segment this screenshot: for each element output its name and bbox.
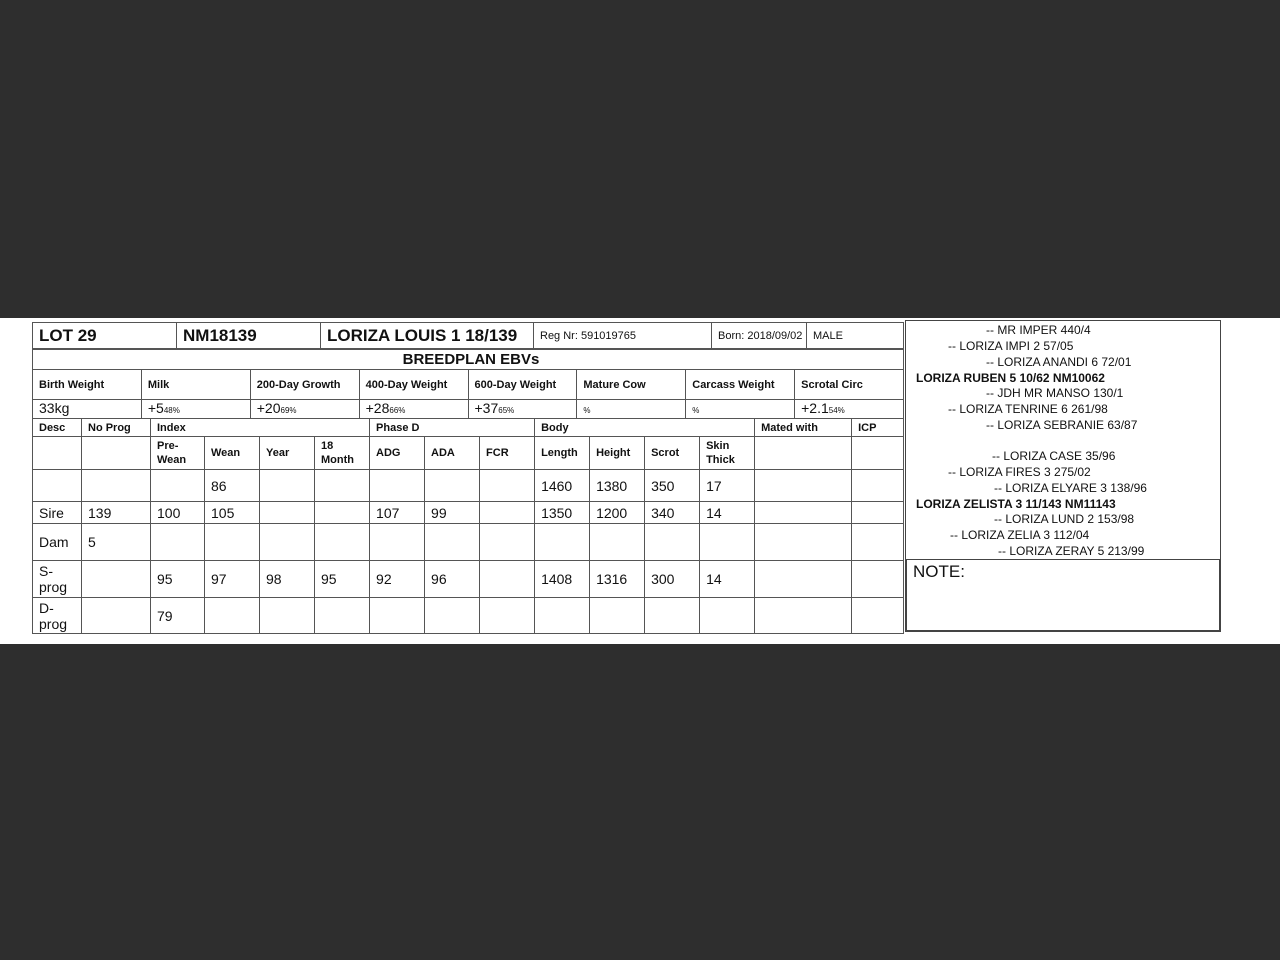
table-cell xyxy=(370,470,425,502)
table-cell: 95 xyxy=(315,561,370,598)
table-cell: 14 xyxy=(700,502,755,524)
table-row xyxy=(33,524,904,561)
pedigree-entry: -- LORIZA LUND 2 153/98 xyxy=(994,512,1135,526)
table-cell xyxy=(260,470,315,502)
ebv-value: +37 xyxy=(474,400,499,416)
table-cell xyxy=(852,561,904,598)
table-row xyxy=(33,470,904,502)
sub-header: ADG xyxy=(370,437,425,470)
table-cell: 17 xyxy=(700,470,755,502)
sub-header: Pre-Wean xyxy=(151,437,205,470)
sub-header: Scrot xyxy=(645,437,700,470)
row-label: S-prog xyxy=(33,561,82,598)
table-cell xyxy=(205,524,260,561)
ebv-accuracy: 48% xyxy=(163,406,180,415)
empty-cell xyxy=(82,437,151,470)
col-header-index: Index xyxy=(151,419,370,437)
table-cell xyxy=(315,524,370,561)
pedigree xyxy=(906,320,1220,560)
table-cell: 105 xyxy=(205,502,260,524)
sub-header: Skin Thick xyxy=(700,437,755,470)
table-cell xyxy=(480,502,535,524)
table-cell xyxy=(425,470,480,502)
col-header-desc: Desc xyxy=(33,419,82,437)
table-cell xyxy=(425,524,480,561)
animal-id: NM18139 xyxy=(177,323,321,349)
pedigree-entry: -- LORIZA CASE 35/96 xyxy=(992,449,1116,463)
pedigree-entry: -- LORIZA ELYARE 3 138/96 xyxy=(994,481,1147,495)
lot-number: LOT 29 xyxy=(33,323,177,349)
row-label: Dam xyxy=(33,524,82,561)
empty-cell xyxy=(852,437,904,470)
sub-header: Height xyxy=(590,437,645,470)
table-cell: 107 xyxy=(370,502,425,524)
ebv-accuracy: 65% xyxy=(498,406,515,415)
pedigree-dam: LORIZA ZELISTA 3 11/143 NM11143 xyxy=(916,497,1116,511)
ebv-value: +20 xyxy=(256,400,281,416)
sub-header: FCR xyxy=(480,437,535,470)
animal-name: LORIZA LOUIS 1 18/139 xyxy=(321,323,534,349)
sub-header: Wean xyxy=(205,437,260,470)
performance-table xyxy=(32,418,904,634)
table-cell: 1350 xyxy=(535,502,590,524)
ebv-label-row xyxy=(33,370,904,400)
table-row xyxy=(33,561,904,598)
col-header-mated-with: Mated with xyxy=(755,419,852,437)
table-cell xyxy=(205,598,260,634)
table-cell xyxy=(370,524,425,561)
table-cell: 340 xyxy=(645,502,700,524)
table-cell xyxy=(852,524,904,561)
table-cell xyxy=(260,502,315,524)
table-cell: 100 xyxy=(151,502,205,524)
table-cell: 1380 xyxy=(590,470,645,502)
table-cell xyxy=(700,524,755,561)
table-cell: 350 xyxy=(645,470,700,502)
pedigree-entry: -- LORIZA ZERAY 5 213/99 xyxy=(998,544,1145,558)
ebv-value-cell xyxy=(686,400,795,419)
ebv-label: 400-Day Weight xyxy=(359,370,468,400)
empty-cell xyxy=(33,437,82,470)
table-cell xyxy=(755,470,852,502)
table-cell: 97 xyxy=(205,561,260,598)
table-cell xyxy=(425,598,480,634)
registration-number: Reg Nr: 591019765 xyxy=(534,323,712,349)
ebv-value: +28 xyxy=(365,400,390,416)
sub-header: Year xyxy=(260,437,315,470)
table-cell xyxy=(590,524,645,561)
table-cell xyxy=(480,561,535,598)
ebv-value-cell xyxy=(33,400,142,419)
ebv-value-cell xyxy=(250,400,359,419)
row-label xyxy=(33,470,82,502)
sex: MALE xyxy=(807,323,904,349)
table-cell: 300 xyxy=(645,561,700,598)
pedigree-entry: -- LORIZA TENRINE 6 261/98 xyxy=(948,402,1108,416)
table-row xyxy=(33,598,904,634)
table-cell xyxy=(480,470,535,502)
pedigree-entry: -- LORIZA ANANDI 6 72/01 xyxy=(986,355,1132,369)
table-cell xyxy=(260,524,315,561)
ebv-label: Scrotal Circ xyxy=(795,370,904,400)
pedigree-entry: -- JDH MR MANSO 130/1 xyxy=(986,386,1124,400)
table-cell xyxy=(480,524,535,561)
table-cell xyxy=(315,598,370,634)
ebv-accuracy: 54% xyxy=(828,406,845,415)
table-cell xyxy=(82,561,151,598)
ebv-value-row xyxy=(33,400,904,419)
table-cell xyxy=(755,561,852,598)
ebv-value: +2.1 xyxy=(801,400,829,416)
ebv-accuracy: 69% xyxy=(280,406,297,415)
pedigree-entry: -- LORIZA ZELIA 3 112/04 xyxy=(950,528,1090,542)
ebv-accuracy: % xyxy=(583,406,591,415)
table-cell xyxy=(82,470,151,502)
ebv-value-cell xyxy=(359,400,468,419)
ebv-label: Mature Cow xyxy=(577,370,686,400)
table-cell: 92 xyxy=(370,561,425,598)
ebv-value-cell xyxy=(468,400,577,419)
table-cell: 1200 xyxy=(590,502,645,524)
table-cell xyxy=(315,502,370,524)
table-cell: 98 xyxy=(260,561,315,598)
row-label: Sire xyxy=(33,502,82,524)
table-cell xyxy=(370,598,425,634)
ebv-table xyxy=(32,349,904,419)
empty-cell xyxy=(755,437,852,470)
lot-header xyxy=(32,322,904,349)
ebv-label: 600-Day Weight xyxy=(468,370,577,400)
ebv-accuracy: % xyxy=(692,406,700,415)
table-cell xyxy=(590,598,645,634)
col-header-phase-d: Phase D xyxy=(370,419,535,437)
pedigree-entry: -- MR IMPER 440/4 xyxy=(986,323,1091,337)
ebv-value-cell xyxy=(795,400,904,419)
table-cell xyxy=(852,598,904,634)
ebv-label: Carcass Weight xyxy=(686,370,795,400)
ebv-label: Birth Weight xyxy=(33,370,142,400)
pedigree-entry: -- LORIZA IMPI 2 57/05 xyxy=(948,339,1074,353)
ebv-title: BREEDPLAN EBVs xyxy=(33,350,904,370)
table-cell: 5 xyxy=(82,524,151,561)
ebv-label: Milk xyxy=(141,370,250,400)
table-row xyxy=(33,502,904,524)
table-cell: 1460 xyxy=(535,470,590,502)
table-cell: 14 xyxy=(700,561,755,598)
note-box: NOTE: xyxy=(906,559,1220,631)
table-cell: 1408 xyxy=(535,561,590,598)
table-cell: 96 xyxy=(425,561,480,598)
table-cell: 139 xyxy=(82,502,151,524)
table-cell: 95 xyxy=(151,561,205,598)
pedigree-sire: LORIZA RUBEN 5 10/62 NM10062 xyxy=(916,371,1105,385)
table-cell xyxy=(852,502,904,524)
col-header-icp: ICP xyxy=(852,419,904,437)
ebv-value: +5 xyxy=(147,400,164,416)
ebv-accuracy: 66% xyxy=(389,406,406,415)
birth-date: Born: 2018/09/02 xyxy=(712,323,807,349)
table-cell xyxy=(82,598,151,634)
ebv-value-cell xyxy=(141,400,250,419)
table-cell xyxy=(755,524,852,561)
sub-header: Length xyxy=(535,437,590,470)
sub-header: 18 Month xyxy=(315,437,370,470)
table-cell xyxy=(151,470,205,502)
table-cell xyxy=(535,524,590,561)
table-cell xyxy=(755,598,852,634)
table-cell: 99 xyxy=(425,502,480,524)
table-cell xyxy=(755,502,852,524)
table-cell xyxy=(315,470,370,502)
pedigree-entry: -- LORIZA FIRES 3 275/02 xyxy=(948,465,1091,479)
table-cell xyxy=(260,598,315,634)
table-cell: 79 xyxy=(151,598,205,634)
lot-card xyxy=(0,318,1280,644)
ebv-label: 200-Day Growth xyxy=(250,370,359,400)
pedigree-entry: -- LORIZA SEBRANIE 63/87 xyxy=(986,418,1138,432)
row-label: D-prog xyxy=(33,598,82,634)
table-cell xyxy=(645,524,700,561)
table-cell: 1316 xyxy=(590,561,645,598)
sub-header: ADA xyxy=(425,437,480,470)
table-cell xyxy=(700,598,755,634)
col-header-no-prog: No Prog xyxy=(82,419,151,437)
col-header-body: Body xyxy=(535,419,755,437)
table-cell: 86 xyxy=(205,470,260,502)
table-cell xyxy=(535,598,590,634)
sub-header-row xyxy=(33,437,904,470)
table-cell xyxy=(645,598,700,634)
ebv-value-cell xyxy=(577,400,686,419)
ebv-value: 33kg xyxy=(39,400,70,416)
table-cell xyxy=(151,524,205,561)
table-cell xyxy=(852,470,904,502)
group-header-row xyxy=(33,419,904,437)
table-cell xyxy=(480,598,535,634)
